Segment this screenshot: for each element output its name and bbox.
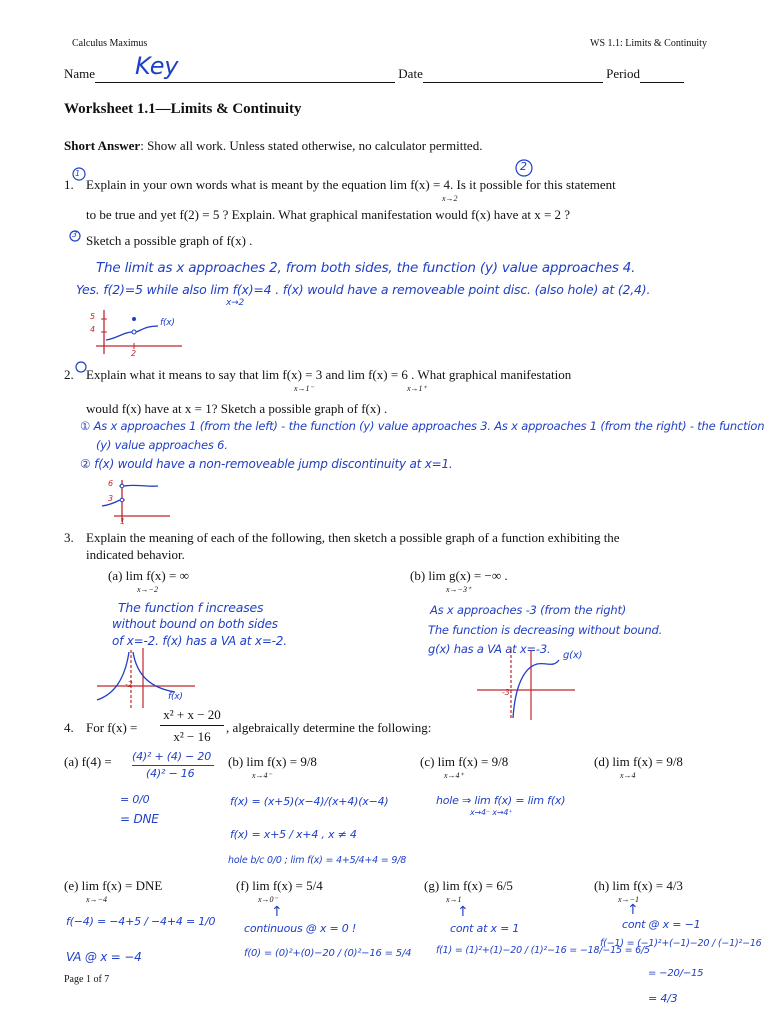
period-label: Period xyxy=(606,66,641,81)
q3a-answer-2: without bound on both sides xyxy=(112,617,278,631)
q4a-work-bar xyxy=(132,765,214,766)
page-footer: Page 1 of 7 xyxy=(64,974,110,985)
q1-answer-1: The limit as x approaches 2, from both sides, the function (y) value approaches 4. xyxy=(96,260,636,276)
q4a-work-num: (4)² + (4) − 20 xyxy=(132,750,211,763)
q3-line1: Explain the meaning of each of the following, then sketch a possible graph of a function exhibiting the xyxy=(86,530,620,545)
q3-line2: indicated behavior. xyxy=(86,547,185,562)
period-field[interactable] xyxy=(640,66,684,83)
q2-answer-1b: (y) value approaches 6. xyxy=(96,438,228,452)
q4e-work-1: f(−4) = −4+5 / −4+4 = 1/0 xyxy=(66,915,216,928)
q4-fraction-bar xyxy=(160,725,224,726)
header-right: WS 1.1: Limits & Continuity xyxy=(590,38,707,49)
date-field[interactable] xyxy=(423,66,603,83)
q2-graph-x1: 1 xyxy=(120,517,125,526)
q3-number: 3. xyxy=(64,530,74,545)
q4h-work-2: f(−1) = (−1)²+(−1)−20 / (−1)²−16 xyxy=(600,938,762,949)
q4h-work-1: cont @ x = −1 xyxy=(622,918,701,931)
q4d-sub: x→4 xyxy=(620,771,636,780)
q4c-label: (c) lim f(x) = 9/8 xyxy=(420,754,509,769)
instructions-label: Short Answer xyxy=(64,138,141,153)
q3b-answer-3: g(x) has a VA at x=-3. xyxy=(428,642,551,656)
q4a-label: (a) f(4) = xyxy=(64,754,112,769)
q4c-work-2: x→4⁻ x→4⁺ xyxy=(470,808,513,817)
q1-number: 1. xyxy=(64,177,74,192)
q3b-label: (b) lim g(x) = −∞ . xyxy=(410,568,508,583)
q4b-sub: x→4⁻ xyxy=(252,771,272,780)
q4-intro: For f(x) = xyxy=(86,720,138,735)
date-label: Date xyxy=(398,66,423,81)
q4-numerator: x² + x − 20 xyxy=(163,707,221,722)
q1-limit-sub: x→2 xyxy=(442,194,458,203)
q3b-graph-x: -3 xyxy=(502,688,510,697)
q4h-work-3: = −20/−15 xyxy=(648,968,704,979)
instructions xyxy=(64,138,482,154)
name-value: Key xyxy=(135,52,179,80)
q2-sub-left: x→1⁻ xyxy=(294,384,314,393)
name-field[interactable] xyxy=(95,52,395,83)
q3a-graph-x: -2 xyxy=(125,680,133,689)
q3b-answer-2: The function is decreasing without bound. xyxy=(428,623,663,637)
q1-line2: to be true and yet f(2) = 5 ? Explain. What graphical manifestation would f(x) have at x = 2 ? xyxy=(86,207,571,222)
name-label: Name xyxy=(64,66,96,81)
q4a-work-4: = DNE xyxy=(120,812,159,826)
q2-line1: Explain what it means to say that lim f(x) = 3 and lim f(x) = 6 . What graphical manifestation xyxy=(86,367,572,382)
instructions-text: : Show all work. Unless stated otherwise, no calculator permitted. xyxy=(140,138,483,153)
header-left: Calculus Maximus xyxy=(72,38,148,49)
q1-mark-3: 3 xyxy=(72,230,77,239)
q4h-work-4: = 4/3 xyxy=(648,992,678,1005)
q2-answer-2: ② f(x) would have a non-removeable jump discontinuity at x=1. xyxy=(80,457,453,471)
q2-sub-right: x→1⁺ xyxy=(407,384,427,393)
q3a-label: (a) lim f(x) = ∞ xyxy=(108,568,189,583)
q1-graph-x2: 2 xyxy=(131,349,136,358)
q1-graph-label: f(x) xyxy=(160,318,175,328)
q4f-work-2: f(0) = (0)²+(0)−20 / (0)²−16 = 5/4 xyxy=(244,948,412,959)
q1-line1: Explain in your own words what is meant by the equation lim f(x) = 4. Is it possible for this statement xyxy=(86,177,616,192)
q3a-answer-1: The function f increases xyxy=(118,600,264,615)
q2-line2: would f(x) have at x = 1? Sketch a possible graph of f(x) . xyxy=(86,401,388,416)
q2-number: 2. xyxy=(64,367,74,382)
q4f-label: (f) lim f(x) = 5/4 xyxy=(236,878,323,893)
q1-line3: Sketch a possible graph of f(x) . xyxy=(86,233,253,248)
q4e-label: (e) lim f(x) = DNE xyxy=(64,878,163,893)
q4c-sub: x→4⁺ xyxy=(444,771,464,780)
q4f-sub: x→0⁻ xyxy=(258,895,278,904)
q1-answer-2-sub: x→2 xyxy=(226,298,244,308)
q4g-work-2: f(1) = (1)²+(1)−20 / (1)²−16 = −18/−15 = 6/5 xyxy=(436,945,650,956)
q4g-sub: x→1 xyxy=(446,895,462,904)
q2-answer-1: ① As x approaches 1 (from the left) - the function (y) value approaches 3. As x approaches 1 (from the right) - the function xyxy=(80,419,765,433)
q1-answer-2: Yes. f(2)=5 while also lim f(x)=4 . f(x) would have a removeable point disc. (also hole) at (2,4). xyxy=(76,282,651,297)
q4g-arrow: ↑ xyxy=(457,904,469,920)
q3b-sub: x→−3⁺ xyxy=(446,585,472,594)
q1-circle-marks xyxy=(66,160,726,250)
q1-graph xyxy=(92,308,202,368)
q4b-work-1: f(x) = (x+5)(x−4)/(x+4)(x−4) xyxy=(230,795,389,808)
q3a-graph-label: f(x) xyxy=(168,692,183,702)
q1-mark-1: 1 xyxy=(75,169,80,178)
q4-intro2: , algebraically determine the following: xyxy=(226,720,432,735)
q4h-label: (h) lim f(x) = 4/3 xyxy=(594,878,683,893)
q4b-work-2: f(x) = x+5 / x+4 , x ≠ 4 xyxy=(230,828,357,841)
q3a-answer-3: of x=-2. f(x) has a VA at x=-2. xyxy=(112,634,287,648)
q2-graph xyxy=(100,478,190,528)
q2-graph-y3: 3 xyxy=(108,494,113,503)
q4b-work-3: hole b/c 0/0 ; lim f(x) = 4+5/4+4 = 9/8 xyxy=(228,855,407,866)
q4e-work-2: VA @ x = −4 xyxy=(66,950,142,964)
q4d-label: (d) lim f(x) = 9/8 xyxy=(594,754,683,769)
q1-graph-y5: 5 xyxy=(90,312,95,321)
q3a-sub: x→−2 xyxy=(137,585,158,594)
q4-denominator: x² − 16 xyxy=(173,729,211,744)
q3a-graph xyxy=(95,648,205,710)
q4-number: 4. xyxy=(64,720,74,735)
q3b-answer-1: As x approaches -3 (from the right) xyxy=(430,603,627,617)
q1-mark-2: 2 xyxy=(520,160,527,173)
q4h-sub: x→−1 xyxy=(618,895,639,904)
q1-graph-y4: 4 xyxy=(90,325,95,334)
q3b-graph-label: g(x) xyxy=(563,650,583,661)
q4b-label: (b) lim f(x) = 9/8 xyxy=(228,754,317,769)
q4g-label: (g) lim f(x) = 6/5 xyxy=(424,878,513,893)
q4f-work-1: continuous @ x = 0 ! xyxy=(244,922,357,935)
q4f-arrow: ↑ xyxy=(271,904,283,920)
q4a-work-den: (4)² − 16 xyxy=(146,767,195,780)
name-date-row xyxy=(64,52,714,83)
q4c-work-1: hole ⇒ lim f(x) = lim f(x) xyxy=(436,794,566,807)
q4e-sub: x→−4 xyxy=(86,895,107,904)
worksheet-title: Worksheet 1.1—Limits & Continuity xyxy=(64,101,302,117)
q2-graph-y6: 6 xyxy=(108,479,113,488)
q4g-work-1: cont at x = 1 xyxy=(450,922,520,935)
q4h-arrow: ↑ xyxy=(627,902,639,918)
q4a-work-3: = 0/0 xyxy=(120,793,150,806)
